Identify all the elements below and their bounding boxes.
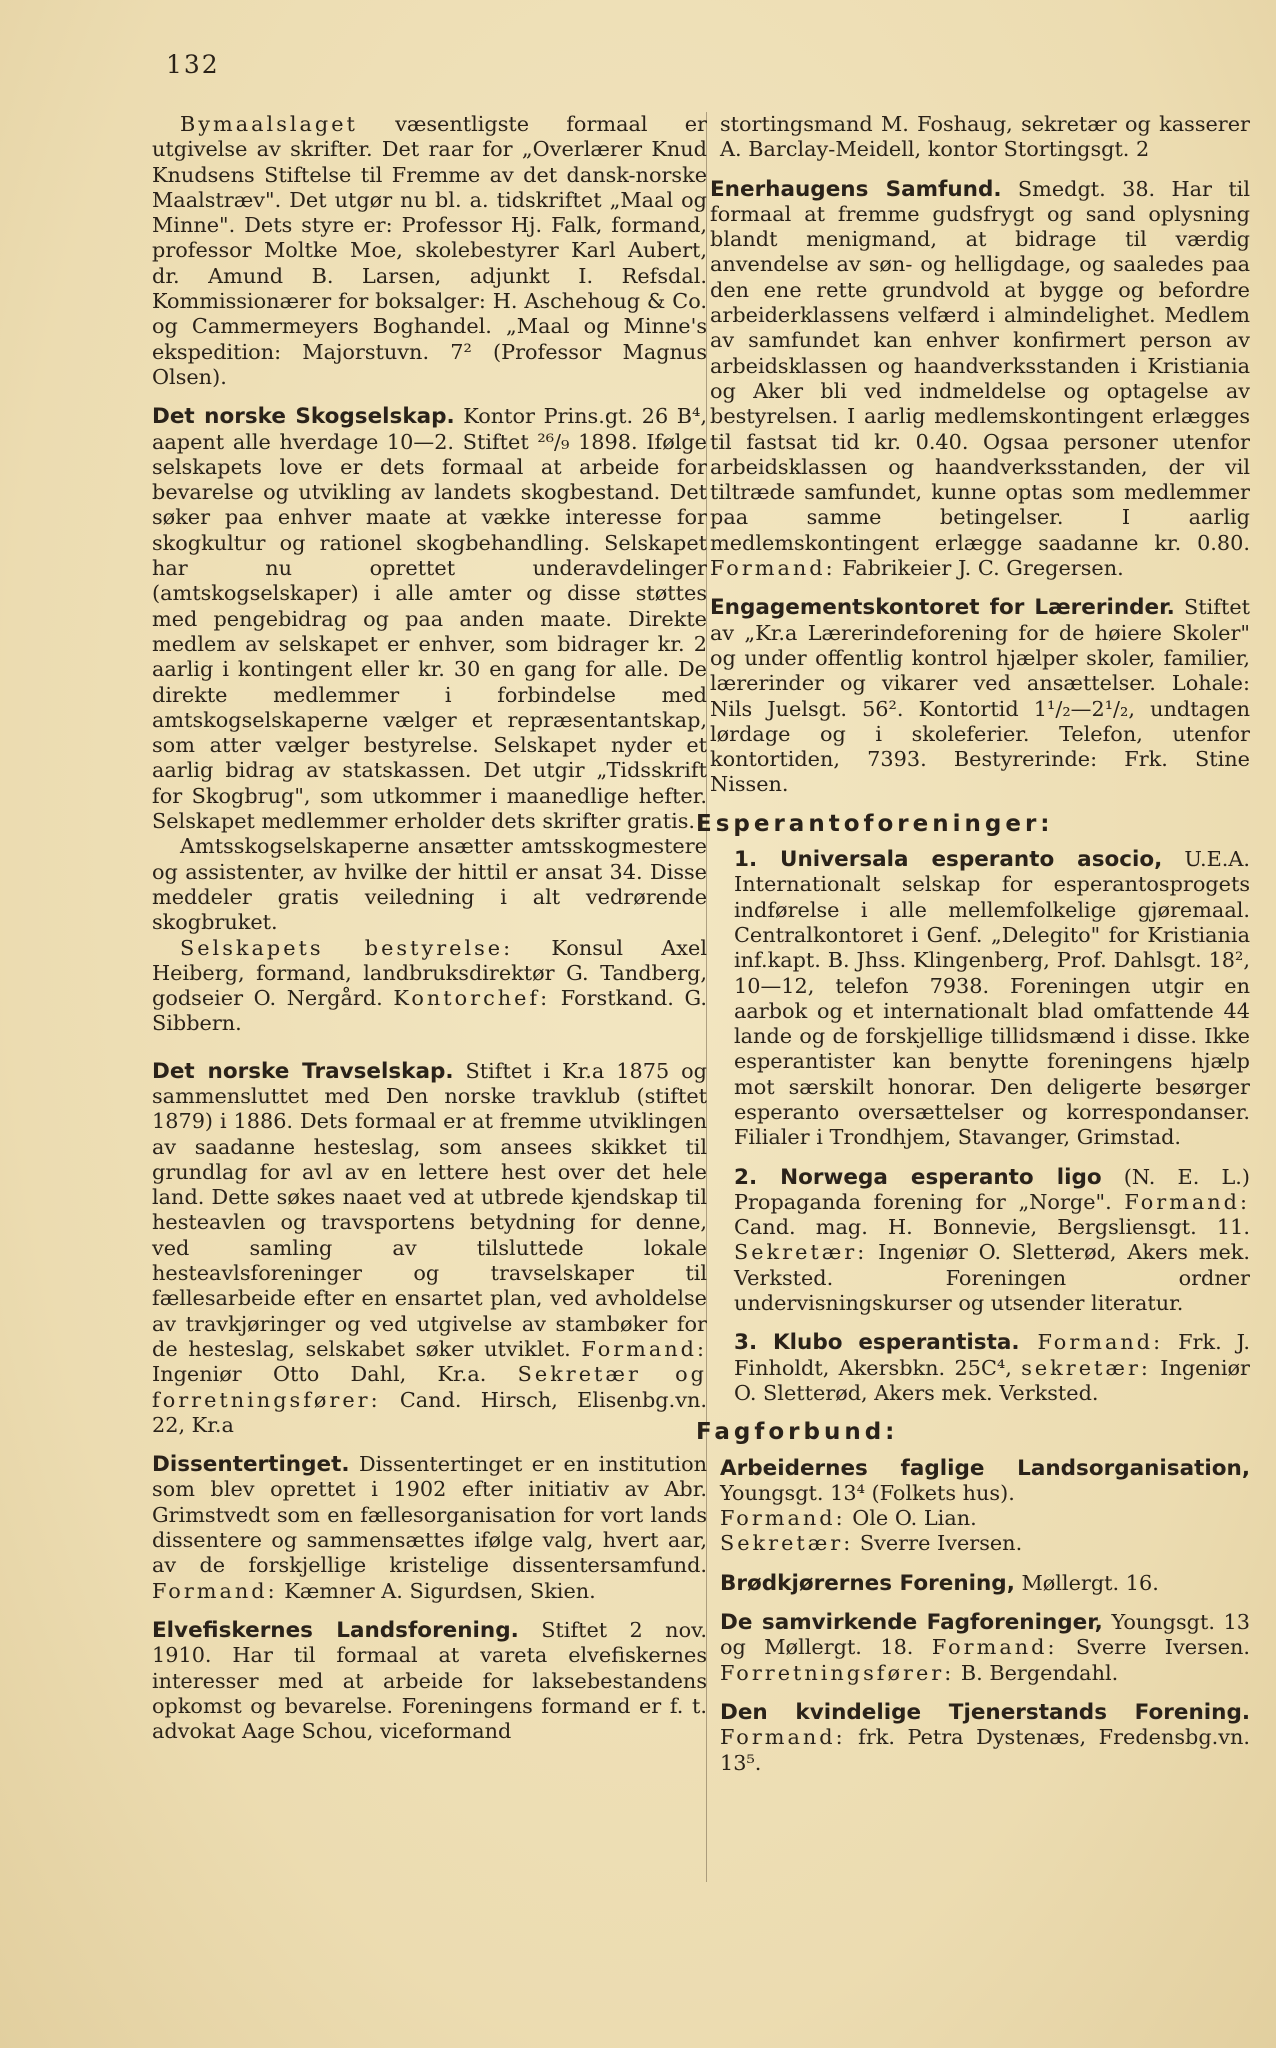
entry-brodkjorernes [720, 1571, 1250, 1596]
role-text: Ingeniør O. Sletterød, Akers mek. Verksted. Foreningen ordner undervisningskurser og utsender literatur. [734, 1240, 1250, 1316]
role-text: B. Bergendahl. [954, 1660, 1119, 1685]
role-label: sekretær: [1021, 1355, 1151, 1380]
role-text: Frk. J. Finholdt, Akersbkn. 25C⁴, [734, 1330, 1251, 1380]
entry-text: Møllergt. 16. [1014, 1570, 1159, 1595]
entry-continuation: stortingsmand M. Foshaug, sekretær og kasserer A. Barclay-Meidell, kontor Stortingsgt. 2 [720, 112, 1250, 162]
entry-engagementskontoret [710, 595, 1250, 797]
entry-title: Engagementskontoret for Lærerinder. [710, 595, 1175, 621]
entry-lead: Bymaalslaget [180, 112, 358, 136]
entry-title: Enerhaugens Samfund. [710, 176, 1002, 202]
role-label: Formand: [1124, 1189, 1250, 1214]
role-text: Ingeniør Otto Dahl, Kr.a. [152, 1362, 518, 1387]
entry-title: 2. Norwega esperanto ligo [734, 1164, 1102, 1190]
section-heading-esperanto: Esperantoforeninger: [696, 810, 1054, 837]
entry-enerhaugens [710, 177, 1250, 582]
entry-elvefiskernes [152, 1618, 707, 1744]
role-label: Formand: [720, 1725, 846, 1750]
entry-title: Det norske Skogselskap. [152, 404, 455, 430]
office-text: Forstkand. G. Sibbern. [152, 986, 707, 1036]
role-label: Forretningsfører: [720, 1660, 955, 1685]
entry-nel [734, 1165, 1250, 1317]
entry-paragraph [152, 936, 707, 1037]
role-text: Sverre Iversen. [853, 1531, 1023, 1556]
entry-bymaalslaget [152, 112, 707, 390]
entry-uea [734, 847, 1250, 1151]
entry-text: Stiftet i Kr.a 1875 og sammensluttet med Den norske travklub (stiftet 1879) i 1886. Dets formaal er at fremme utviklingen av saadanne hesteslag, som ansees skikket til grundlag for avl av en lettere hest over det hele land. Dette søkes naaet ved at utbrede kjendskap til hesteavlen og travsportens betydning for denne, ved samling av tilsluttede lokale hesteavlsforeninger og travselskaper til fællesarbeide efter en ensartet plan, ved avholdelse av travkjøringer og ved utgivelse av stambøker for de hesteslag, selskabet søker utviklet. [152, 1058, 707, 1361]
entry-arbeidernes [720, 1456, 1250, 1557]
role-label: Sekretær: [734, 1240, 868, 1265]
entry-title: 1. Universala esperanto asocio, [734, 847, 1163, 873]
entry-text: Dissentertinget er en institution som blev oprettet i 1902 efter initiativ av Abr. Grimstvedt som en fællesorganisation for vort lands dissentere og sammensættes ifølge valg, hvert aar, av de forskjellige kristelige dissentersamfund. [152, 1452, 707, 1578]
role-text: Ole O. Lian. [845, 1506, 977, 1531]
role-label: Sekretær: [720, 1531, 854, 1556]
role-label: Formand: [710, 556, 836, 581]
entry-title: Dissentertinget. [152, 1452, 350, 1478]
entry-text: (N. E. L.) Propaganda forening for „Norge". [734, 1164, 1250, 1214]
entry-text: Youngsgt. 13⁴ (Folkets hus). [720, 1480, 1015, 1505]
entry-title: Den kvindelige Tjenerstands Forening. [720, 1699, 1250, 1725]
section-heading-fagforbund: Fagforbund: [696, 1419, 899, 1446]
entry-title: Arbeidernes faglige Landsorganisation, [720, 1455, 1250, 1481]
board-label: Selskapets bestyrelse: [180, 935, 514, 960]
entry-kvindelige [720, 1700, 1250, 1776]
role-label: Formand: [720, 1506, 846, 1531]
role-text: Ingeniør O. Sletterød, Akers mek. Verksted. [734, 1355, 1250, 1405]
role-text: Fabrikeier J. C. Gregersen. [835, 556, 1124, 581]
entry-text: Smedgt. 38. Har til formaal at fremme gudsfrygt og sand oplysning blandt menigmand, at bidrage til værdig anvendelse av søn- og helligdage, og saaledes paa den ene rette grundvold at bygge og befordre arbeiderklassens velfærd i almindelighet. Medlem av samfundet kan enhver konfirmert person av arbeidsklassen og haandverksstanden i Kristiania og Aker bli ved indmeldelse og optagelse av bestyrelsen. I aarlig medlemskontingent erlægges til fastsat tid kr. 0.40. Ogsaa personer utenfor arbeidsklassen og haandverksstanden, der vil tiltræde samfundet, kunne optas som medlemmer paa samme betingelser. I aarlig medlemskontingent erlægge saadanne kr. 0.80. [710, 176, 1250, 555]
role-text: Kæmner A. Sigurdsen, Skien. [277, 1578, 596, 1603]
office-label: Kontorchef: [393, 986, 551, 1011]
entry-text: U.E.A. Internationalt selskap for esperantosprogets indførelse i alle mellemfolkelige gjøremaal. Centralkontoret i Genf. „Delegito" for Kristiania inf.kapt. B. Jhss. Klingenberg, Prof. Dahlsgt. 18², 10—12, telefon 7938. Foreningen utgir en aarbok og et internationalt blad omfattende 44 lande og de forskjellige tillidsmænd i disse. Ikke esperantister kan benytte foreningens hjælp mot særskilt honorar. Den deligerte besørger esperanto oversættelser og korrespondanser. Filialer i Trondhjem, Stavanger, Grimstad. [734, 847, 1250, 1150]
entry-title: De samvirkende Fagforeninger, [720, 1610, 1103, 1636]
entry-title: 3. Klubo esperantista. [734, 1330, 1020, 1356]
entry-dissentertinget [152, 1452, 707, 1604]
role-label: Sekretær og forretningsfører: [152, 1362, 707, 1412]
entry-skogselskap [152, 404, 707, 1036]
role-label: Formand: [931, 1635, 1058, 1660]
role-text: Sverre Iversen. [1057, 1635, 1251, 1660]
entry-travselskap [152, 1059, 707, 1438]
entry-text: Stiftet 2 nov. 1910. Har til formaal at vareta elvefiskernes interesser med at arbeide for laksebestandens opkomst og bevarelse. Foreningens formand er f. t. advokat Aage Schou, viceformand [152, 1617, 707, 1744]
entry-title: Brødkjørernes Forening, [720, 1570, 1015, 1596]
entry-text: Kontor Prins.gt. 26 B⁴, aapent alle hverdage 10—2. Stiftet ²⁶/₉ 1898. Ifølge selskapets love er dets formaal at arbeide for bevarelse og utvikling av landets skogbestand. Det søker paa enhver maate at vække interesse for skogkultur og rationel skogbehandling. Selskapet har nu oprettet underavdelinger (amtskogselskaper) i alle amter og disse støttes med pengebidrag og paa anden maate. Direkte medlem av selskapet er enhver, som bidrager kr. 2 aarlig i kontingent eller kr. 30 en gang for alle. De direkte medlemmer i forbindelse med amtskogselskaperne vælger et repræsentantskap, som atter vælger bestyrelse. Selskapet nyder et aarlig bidrag av statskassen. Det utgir „Tidsskrift for Skogbrug", som utkommer i maanedlige hefter. Selskapet medlemmer erholder dets skrifter gratis. [152, 404, 707, 834]
board-text: Konsul Axel Heiberg, formand, landbruksdirektør G. Tandberg, godseier O. Nergård. [152, 935, 707, 1011]
page-number: 132 [166, 50, 220, 79]
entry-text: væsentligste formaal er utgivelse av skrifter. Det raar for „Overlærer Knud Knudsens Stiftelse til Fremme av det dansk-norske Maalstræv". Det utgør nu bl. a. tidskriftet „Maal og Minne". Dets styre er: Professor Hj. Falk, formand, professor Moltke Moe, skolebestyrer Karl Aubert, dr. Amund B. Larsen, adjunkt I. Refsdal. Kommissionærer for boksalger: H. Aschehoug & Co. og Cammermeyers Boghandel. „Maal og Minne's ekspedition: Majorstuvn. 7² (Professor Magnus Olsen). [152, 112, 707, 389]
entry-text: Stiftet av „Kr.a Lærerindeforening for de høiere Skoler" og under offentlig kontrol hjælper skoler, familier, lærerinder og vikarer ved ansættelser. Lohale: Nils Juelsgt. 56². Kontortid 1¹/₂—2¹/₂, undtagen lørdage og i skoleferier. Telefon, utenfor kontortiden, 7393. Bestyrerinde: Frk. Stine Nissen. [710, 595, 1250, 797]
role-text: Cand. Hirsch, Elisenbg.vn. 22, Kr.a [152, 1387, 707, 1437]
entry-title: Det norske Travselskap. [152, 1058, 454, 1084]
entry-text: Youngsgt. 13 og Møllergt. 18. [720, 1610, 1250, 1660]
right-column [696, 112, 1251, 1790]
left-column [152, 112, 707, 1758]
entry-paragraph: Amtsskogselskaperne ansætter amtsskogmestere og assistenter, av hvilke der hittil er ansat 34. Disse meddeler gratis veiledning i alt vedrørende skogbruket. [152, 834, 707, 935]
role-text: Cand. mag. H. Bonnevie, Bergsliensgt. 11. [734, 1215, 1250, 1240]
role-text: frk. Petra Dystenæs, Fredensbg.vn. 13⁵. [720, 1725, 1250, 1775]
role-label: Formand: [1019, 1330, 1164, 1355]
entry-title: Elvefiskernes Landsforening. [152, 1617, 519, 1643]
entry-samvirkende [720, 1610, 1250, 1686]
entry-klubo [734, 1330, 1250, 1406]
role-label: Formand: [581, 1336, 707, 1361]
role-label: Formand: [152, 1578, 278, 1603]
